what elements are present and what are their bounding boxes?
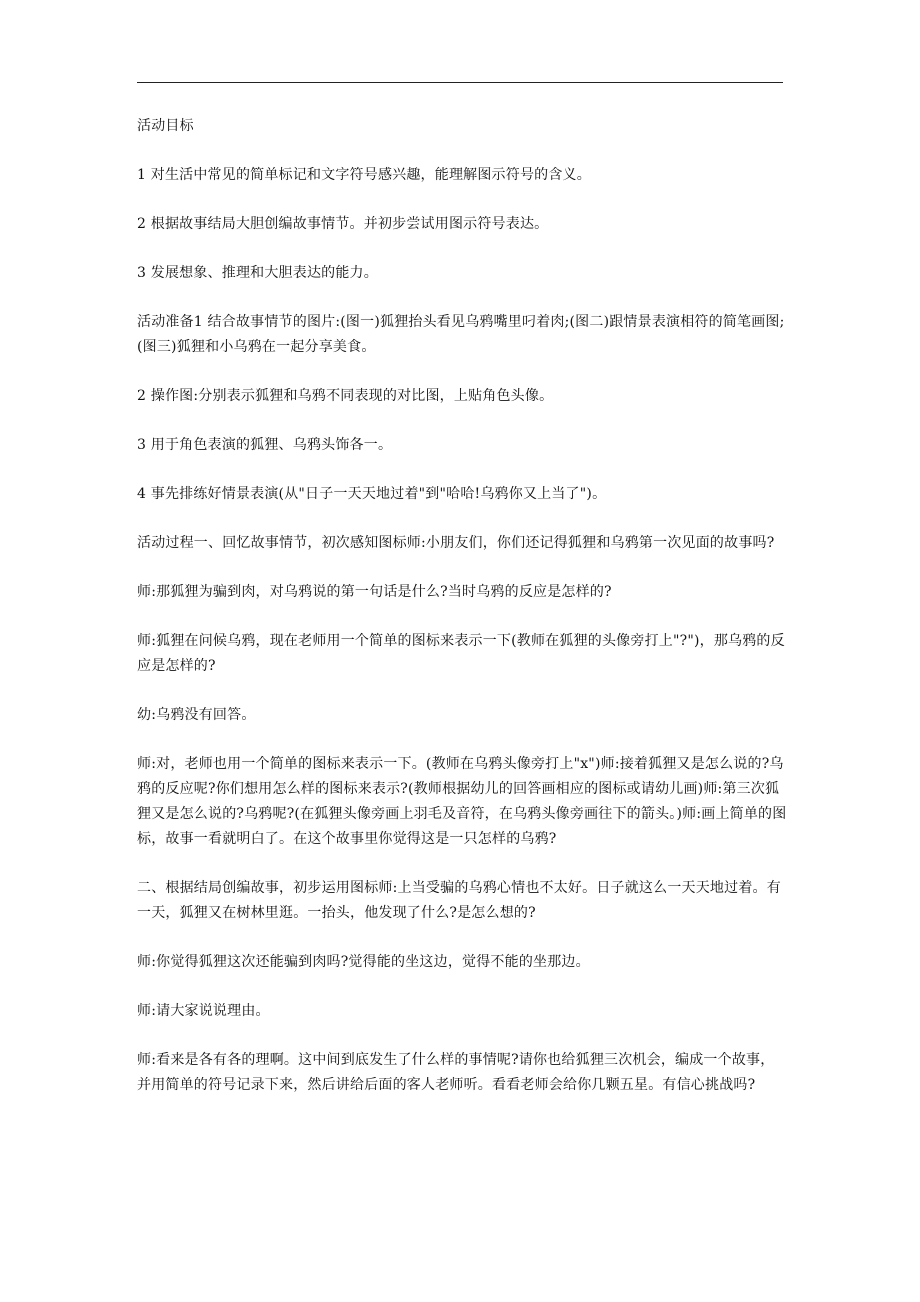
dialogue-paragraph: 师:看来是各有各的理啊。这中间到底发生了什么样的事情呢?请你也给狐狸三次机会，编成一个故事，并用简单的符号记录下来，然后讲给后面的客人老师听。看看老师会给你几颗五星。有信心挑战吗?	[137, 1052, 775, 1093]
goal-item-2: 2 根据故事结局大胆创编故事情节。并初步尝试用图示符号表达。	[137, 216, 549, 232]
process-part-2-intro: 二、根据结局创编故事，初步运用图标师:上当受骗的乌鸦心情也不太好。日子就这么一天天地过着。有一天，狐狸又在树林里逛。一抬头，他发现了什么?是怎么想的?	[137, 880, 781, 921]
dialogue-paragraph: 师:请大家说说理由。	[137, 1003, 270, 1019]
goal-item-1: 1 对生活中常见的简单标记和文字符号感兴趣，能理解图示符号的含义。	[137, 167, 591, 183]
document-body	[137, 114, 787, 1122]
header-rule	[137, 82, 783, 83]
preparation-item-4: 4 事先排练好情景表演(从"日子一天天地过着"到"哈哈!乌鸦你又上当了")。	[137, 486, 607, 502]
preparation-item-3: 3 用于角色表演的狐狸、乌鸦头饰各一。	[137, 437, 393, 453]
preparation-item-2: 2 操作图:分别表示狐狸和乌鸦不同表现的对比图，上贴角色头像。	[137, 388, 554, 404]
goal-item-3: 3 发展想象、推理和大胆表达的能力。	[137, 265, 378, 281]
dialogue-paragraph: 师:你觉得狐狸这次还能骗到肉吗?觉得能的坐这边，觉得不能的坐那边。	[137, 954, 590, 970]
preparation-item-1: 活动准备1 结合故事情节的图片:(图一)狐狸抬头看见乌鸦嘴里叼着肉;(图二)跟情景表演相符的简笔画图;(图三)狐狸和小乌鸦在一起分享美食。	[137, 314, 785, 355]
dialogue-paragraph: 师:对，老师也用一个简单的图标来表示一下。(教师在乌鸦头像旁打上"x")师:接着狐狸又是怎么说的?乌鸦的反应呢?你们想用怎么样的图标来表示?(教师根据幼儿的回答画相应的图标或请幼儿画)师:第三次狐狸又是怎么说的?乌鸦呢?(在狐狸头像旁画上羽毛及音符，在乌鸦头像旁画往下的箭头。)师:画上简单的图标，故事一看就明白了。在这个故事里你觉得这是一只怎样的乌鸦?	[137, 756, 787, 847]
dialogue-paragraph: 幼:乌鸦没有回答。	[137, 707, 256, 723]
section-heading-goals: 活动目标	[137, 118, 194, 134]
dialogue-paragraph: 师:狐狸在问候乌鸦，现在老师用一个简单的图标来表示一下(教师在狐狸的头像旁打上"?")，那乌鸦的反应是怎样的?	[137, 633, 785, 674]
dialogue-paragraph: 师:那狐狸为骗到肉，对乌鸦说的第一句话是什么?当时乌鸦的反应是怎样的?	[137, 584, 612, 600]
process-part-1-intro: 活动过程一、回忆故事情节，初次感知图标师:小朋友们，你们还记得狐狸和乌鸦第一次见面的故事吗?	[137, 535, 775, 551]
